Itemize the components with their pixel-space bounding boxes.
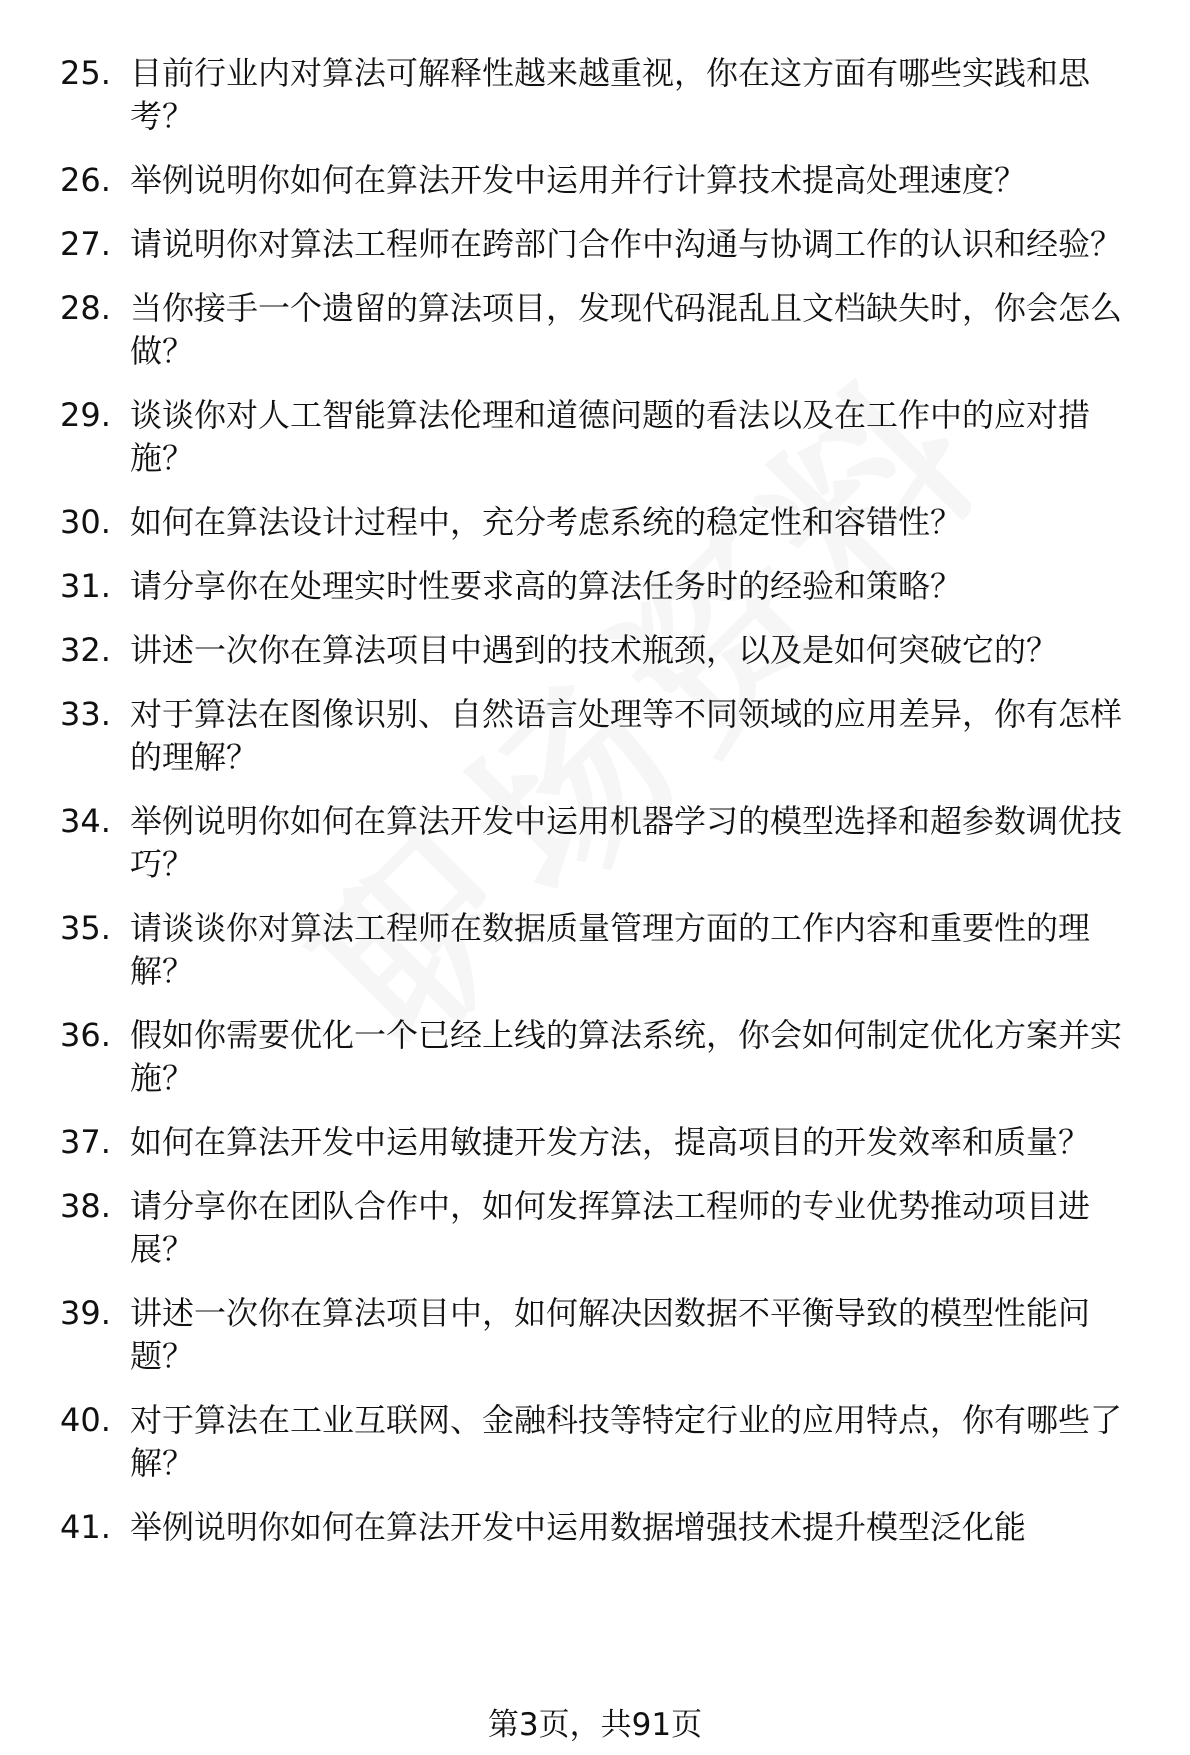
item-number: 26. [60,161,111,199]
item-text: 请分享你在团队合作中，如何发挥算法工程师的专业优势推动项目进展？ [130,1187,1091,1268]
list-item [60,1014,1140,1100]
list-item [60,1399,1140,1485]
item-text: 请说明你对算法工程师在跨部门合作中沟通与协调工作的认识和经验？ [130,225,1123,263]
item-number: 38. [60,1187,111,1225]
item-text: 如何在算法设计过程中，充分考虑系统的稳定性和容错性？ [130,503,963,541]
list-item [60,394,1140,480]
item-text: 谈谈你对人工智能算法伦理和道德问题的看法以及在工作中的应对措施？ [130,396,1091,477]
item-number: 40. [60,1401,111,1439]
list-item [60,1185,1140,1271]
item-number: 39. [60,1294,111,1332]
item-number: 35. [60,909,111,947]
item-text: 对于算法在工业互联网、金融科技等特定行业的应用特点，你有哪些了解？ [130,1401,1123,1482]
list-item [60,565,1140,608]
item-text: 对于算法在图像识别、自然语言处理等不同领域的应用差异，你有怎样的理解？ [130,695,1123,776]
item-number: 36. [60,1016,111,1054]
list-item [60,629,1140,672]
item-text: 讲述一次你在算法项目中遇到的技术瓶颈，以及是如何突破它的？ [130,631,1059,669]
item-number: 33. [60,695,111,733]
item-number: 27. [60,225,111,263]
item-number: 37. [60,1123,111,1161]
item-text: 举例说明你如何在算法开发中运用并行计算技术提高处理速度？ [130,161,1027,199]
item-text: 举例说明你如何在算法开发中运用机器学习的模型选择和超参数调优技巧？ [130,802,1123,883]
item-number: 28. [60,289,111,327]
page-footer: 第3页，共91页 [487,1707,703,1743]
list-item [60,501,1140,544]
list-item [60,1292,1140,1378]
item-number: 34. [60,802,111,840]
item-text: 如何在算法开发中运用敏捷开发方法，提高项目的开发效率和质量？ [130,1123,1091,1161]
item-text: 请分享你在处理实时性要求高的算法任务时的经验和策略？ [130,567,963,605]
list-item [60,223,1140,266]
question-list [60,52,1140,1570]
item-number: 25. [60,54,111,92]
item-text: 举例说明你如何在算法开发中运用数据增强技术提升模型泛化能 [130,1508,1027,1546]
list-item [60,1506,1140,1549]
item-text: 当你接手一个遗留的算法项目，发现代码混乱且文档缺失时，你会怎么做？ [130,289,1123,370]
list-item [60,287,1140,373]
list-item [60,159,1140,202]
item-number: 29. [60,396,111,434]
list-item [60,1121,1140,1164]
item-text: 目前行业内对算法可解释性越来越重视，你在这方面有哪些实践和思考？ [130,54,1091,135]
item-text: 请谈谈你对算法工程师在数据质量管理方面的工作内容和重要性的理解？ [130,909,1091,990]
list-item [60,800,1140,886]
item-number: 31. [60,567,111,605]
list-item [60,693,1140,779]
item-number: 30. [60,503,111,541]
list-item [60,52,1140,138]
list-item [60,907,1140,993]
item-text: 讲述一次你在算法项目中，如何解决因数据不平衡导致的模型性能问题？ [130,1294,1091,1375]
item-number: 41. [60,1508,111,1546]
item-text: 假如你需要优化一个已经上线的算法系统，你会如何制定优化方案并实施？ [130,1016,1123,1097]
item-number: 32. [60,631,111,669]
